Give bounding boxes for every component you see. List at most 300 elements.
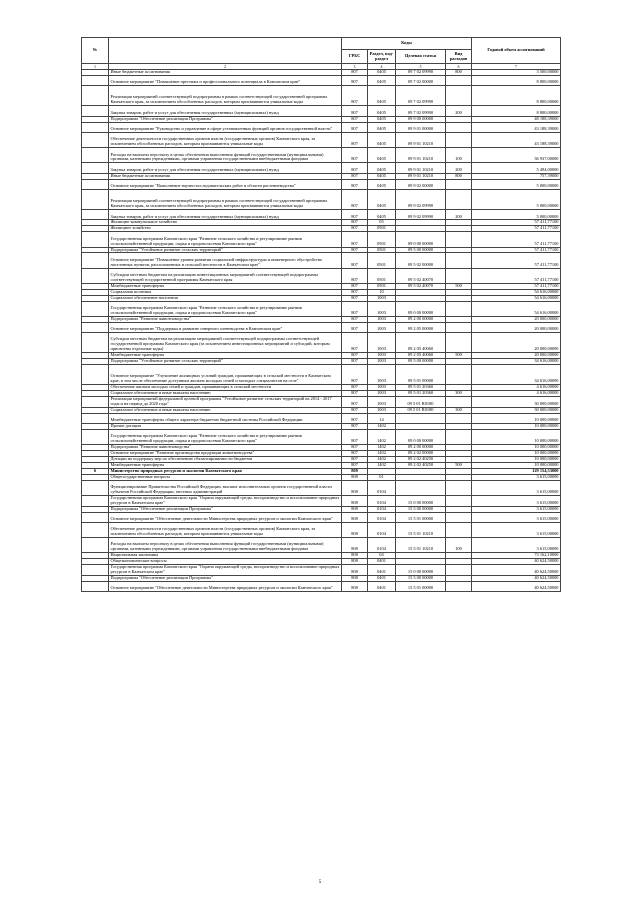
row-expense-type: 100 <box>446 148 472 163</box>
row-target-article: 09 9 01 10210 <box>396 133 446 148</box>
row-section: 01 <box>368 474 396 480</box>
row-name: Субсидии местным бюджетам на реализацию инвестиционных мероприятий соответствующей подпрограммы соответствующей государственной программы Камчатского края <box>109 268 342 283</box>
row-grbs: 807 <box>342 423 368 429</box>
row-name: Общегосударственные вопросы <box>109 474 342 480</box>
row-amount: 57 411,77100 <box>472 226 561 232</box>
table-row <box>82 364 561 384</box>
row-grbs: 807 <box>342 301 368 316</box>
row-grbs: 808 <box>342 565 368 576</box>
row-section: 0104 <box>368 495 396 506</box>
row-section: 0405 <box>368 70 396 76</box>
row-target-article: 09 2 02 40250 <box>396 456 446 462</box>
row-amount: 5 000,00000 <box>472 179 561 189</box>
row-grbs: 807 <box>342 407 368 413</box>
row-section: 0104 <box>368 522 396 537</box>
row-target-article: 09 2 02 00000 <box>396 450 446 456</box>
row-target-article: 09 9 01 10210 <box>396 173 446 179</box>
row-name: Общеэкономические вопросы <box>109 559 342 565</box>
row-grbs: 807 <box>342 429 368 444</box>
row-section: 0405 <box>368 86 396 106</box>
row-section: 0104 <box>368 538 396 553</box>
row-name: Государственная программа Камчатского края "Развитие сельского хозяйства и регулирование рынков сельскохозяйственной продукции, сырья и продовольствия Камчатского края" <box>109 429 342 444</box>
row-grbs: 807 <box>342 247 368 253</box>
table-row <box>82 122 561 132</box>
table-row <box>82 301 561 316</box>
row-number <box>82 232 109 247</box>
row-section: 1003 <box>368 384 396 390</box>
row-number <box>82 179 109 189</box>
row-target-article <box>396 480 446 495</box>
row-expense-type: 300 <box>446 407 472 413</box>
row-target-article: 09 9 01 10210 <box>396 163 446 173</box>
row-name: Государственная программа Камчатского края "Охрана окружающей среды, воспроизводство и использование природных ресурсов в Камчатском крае" <box>109 495 342 506</box>
row-grbs: 808 <box>342 480 368 495</box>
row-grbs: 808 <box>342 512 368 522</box>
table-row <box>82 581 561 591</box>
row-amount: 10 000,00000 <box>472 445 561 451</box>
row-name: Основное мероприятие "Улучшение жилищных условий граждан, проживающих в сельской местности в Камчатском крае, в том числе обеспечение доступным жильем молодых семей и молодых специалистов на селе" <box>109 364 342 384</box>
row-amount: 3 615,00000 <box>472 506 561 512</box>
row-amount: 57 411,77100 <box>472 220 561 226</box>
row-target-article: 09 5 01 00000 <box>396 364 446 384</box>
row-grbs: 807 <box>342 295 368 301</box>
row-target-article: 09 9 02 00000 <box>396 179 446 189</box>
row-name: Межбюджетные трансферты общего характера бюджетам бюджетной системы Российской Федерации <box>109 413 342 423</box>
row-number <box>82 190 109 210</box>
row-name: Государственная программа Камчатского края "Развитие сельского хозяйства и регулирование рынков сельскохозяйственной продукции, сырья и продовольствия Камчатского края" <box>109 232 342 247</box>
row-expense-type <box>446 322 472 332</box>
row-expense-type: 200 <box>446 210 472 220</box>
row-expense-type <box>446 495 472 506</box>
row-name: Социальное обеспечение и иные выплаты населению <box>109 390 342 396</box>
row-name: Реализация мероприятий соответствующей подпрограммы в рамках соответствующей государственной программы Камчатского края, за исключением обособленных расходов, которым присваиваются уникальные коды <box>109 86 342 106</box>
row-grbs: 807 <box>342 190 368 210</box>
row-expense-type <box>446 565 472 576</box>
row-name: Расходы на выплаты персоналу в целях обеспечения выполнения функций государственными (муниципальными) органами, казенными учреждениями, органами управления государственными внебюджетными фондами <box>109 148 342 163</box>
row-grbs: 807 <box>342 106 368 116</box>
row-number <box>82 396 109 407</box>
row-amount: 40 624,50000 <box>472 581 561 591</box>
row-number <box>82 512 109 522</box>
row-expense-type: 800 <box>446 173 472 179</box>
row-section: 0405 <box>368 133 396 148</box>
row-amount: 3 500,00000 <box>472 70 561 76</box>
row-section: 10 <box>368 289 396 295</box>
table-row <box>82 163 561 173</box>
row-name: Основное мероприятие "Повышение уровня развития социальной инфраструктуры и инженерного обустройства населенных пунктов, расположенных в сельской местности в Камчатском крае" <box>109 253 342 268</box>
row-amount: 34 616,00000 <box>472 364 561 384</box>
row-number <box>82 122 109 132</box>
row-target-article: 09 5 00 00000 <box>396 359 446 365</box>
row-expense-type <box>446 364 472 384</box>
row-grbs: 807 <box>342 226 368 232</box>
row-section: 0104 <box>368 512 396 522</box>
row-name: Межбюджетные трансферты <box>109 462 342 468</box>
row-grbs: 808 <box>342 522 368 537</box>
row-number <box>82 322 109 332</box>
row-amount: 20 000,00000 <box>472 322 561 332</box>
row-name: Основное мероприятие "Выполнение научно-исследовательских работ в области растениеводства" <box>109 179 342 189</box>
row-amount: 57 411,77100 <box>472 253 561 268</box>
table-row <box>82 179 561 189</box>
row-number <box>82 538 109 553</box>
row-section: 1003 <box>368 390 396 396</box>
row-amount: 30 000,00000 <box>472 396 561 407</box>
row-name: Социальное обеспечение и иные выплаты населению <box>109 407 342 413</box>
row-amount: 34 616,00000 <box>472 359 561 365</box>
row-name: Реализация мероприятий федеральной целевой программы "Устойчивое развитие сельских территорий на 2014 - 2017 годы и на период до 2020 года" <box>109 396 342 407</box>
row-name: Основное мероприятие "Развитие производства продукции животноводства" <box>109 450 342 456</box>
row-expense-type <box>446 232 472 247</box>
row-amount: 10 000,00000 <box>472 456 561 462</box>
row-number <box>82 495 109 506</box>
table-row <box>82 232 561 247</box>
row-amount: 5 494,00000 <box>472 163 561 173</box>
row-amount: 54 616,00000 <box>472 295 561 301</box>
row-expense-type <box>446 190 472 210</box>
row-amount: 57 411,77100 <box>472 232 561 247</box>
row-grbs: 807 <box>342 456 368 462</box>
table-body <box>82 70 561 592</box>
row-number <box>82 480 109 495</box>
row-section: 0104 <box>368 506 396 512</box>
row-expense-type <box>446 122 472 132</box>
row-amount: 3 615,00000 <box>472 480 561 495</box>
table-row <box>82 268 561 283</box>
row-name: Основное мероприятие "Обеспечение деятельности Министерства природных ресурсов и экологии Камчатского края" <box>109 581 342 591</box>
row-target-article <box>396 413 446 423</box>
row-amount: 10 000,00000 <box>472 462 561 468</box>
row-name: Закупка товаров, работ и услуг для обеспечения государственных (муниципальных) нужд <box>109 210 342 220</box>
row-grbs: 807 <box>342 396 368 407</box>
row-target-article: 15 5 00 00000 <box>396 575 446 581</box>
row-section: 0501 <box>368 247 396 253</box>
row-name: Обеспечение жильем молодых семей и граждан, проживающих в сельской местности <box>109 384 342 390</box>
row-amount: 3 615,00000 <box>472 512 561 522</box>
row-expense-type <box>446 413 472 423</box>
col-header-grbs: ГРБС <box>342 50 368 64</box>
col-header-expense-type: Вид расходов <box>446 50 472 64</box>
row-section: 0405 <box>368 122 396 132</box>
row-section: 0405 <box>368 173 396 179</box>
row-number: 6 <box>82 468 109 474</box>
row-target-article: 09 2 05 40060 <box>396 333 446 353</box>
row-expense-type <box>446 512 472 522</box>
row-grbs: 807 <box>342 413 368 423</box>
row-section: 1402 <box>368 462 396 468</box>
row-grbs: 808 <box>342 559 368 565</box>
row-grbs: 807 <box>342 179 368 189</box>
row-amount: 8 800,00000 <box>472 75 561 85</box>
col-index: 7 <box>472 64 561 70</box>
row-name: Социальное обеспечение населения <box>109 295 342 301</box>
table-row <box>82 253 561 268</box>
row-name: Дотации на поддержку мер по обеспечению сбалансированности бюджетов <box>109 456 342 462</box>
row-target-article: 09 2 00 00000 <box>396 316 446 322</box>
col-header-amount: Годовой объем ассигнований <box>472 38 561 64</box>
row-grbs: 807 <box>342 289 368 295</box>
row-grbs: 808 <box>342 538 368 553</box>
table-row <box>82 495 561 506</box>
row-amount: 54 616,00000 <box>472 301 561 316</box>
table-row <box>82 538 561 553</box>
row-target-article: 15 5 00 00000 <box>396 506 446 512</box>
row-target-article: 09 0 00 00000 <box>396 232 446 247</box>
row-target-article: 09 9 02 09990 <box>396 210 446 220</box>
table-row <box>82 322 561 332</box>
row-target-article: 09 0 00 00000 <box>396 301 446 316</box>
table-row <box>82 565 561 576</box>
row-grbs: 807 <box>342 232 368 247</box>
page-number: 5 <box>318 880 322 885</box>
row-section: 1402 <box>368 423 396 429</box>
row-section: 1003 <box>368 359 396 365</box>
row-section: 0405 <box>368 190 396 210</box>
row-target-article: 15 5 01 00000 <box>396 581 446 591</box>
table-row <box>82 148 561 163</box>
row-number <box>82 413 109 423</box>
row-name: Обеспечение деятельности государственных органов власти (государственных органов) Камчатского края, за исключением обособленных расходов, которым присваиваются уникальные коды <box>109 522 342 537</box>
table-row <box>82 512 561 522</box>
row-section: 0405 <box>368 148 396 163</box>
row-section: 0401 <box>368 581 396 591</box>
row-number <box>82 565 109 576</box>
row-amount: 5 000,00000 <box>472 190 561 210</box>
row-target-article: 09 5 02 40070 <box>396 283 446 289</box>
row-amount: 30 000,00000 <box>472 407 561 413</box>
row-name: Подпрограмма "Устойчивое развитие сельских территорий" <box>109 247 342 253</box>
row-name: Подпрограмма "Обеспечение реализации Программы" <box>109 506 342 512</box>
row-expense-type: 500 <box>446 353 472 359</box>
row-expense-type <box>446 333 472 353</box>
row-number <box>82 268 109 283</box>
row-section: 14 <box>368 413 396 423</box>
row-name: Расходы на выплаты персоналу в целях обеспечения выполнения функций государственными (муниципальными) органами, казенными учреждениями, органами управления государственными внебюджетными фондами <box>109 538 342 553</box>
row-grbs: 807 <box>342 70 368 76</box>
row-grbs: 807 <box>342 220 368 226</box>
col-index: 1 <box>82 64 109 70</box>
row-section: 1003 <box>368 396 396 407</box>
row-grbs: 807 <box>342 462 368 468</box>
row-amount: 57 411,77100 <box>472 268 561 283</box>
row-section: 1003 <box>368 407 396 413</box>
row-amount: 10 000,00000 <box>472 429 561 444</box>
row-name: Основное мероприятие "Руководство и управление в сфере установленных функций органов государственной власти" <box>109 122 342 132</box>
row-target-article: 09 5 00 00000 <box>396 247 446 253</box>
row-target-article: 09 2 05 40060 <box>396 353 446 359</box>
row-expense-type: 500 <box>446 462 472 468</box>
row-amount: 3 615,00000 <box>472 495 561 506</box>
row-amount: 8 800,00000 <box>472 106 561 116</box>
row-amount: 40 624,50000 <box>472 575 561 581</box>
row-section: 05 <box>368 220 396 226</box>
row-expense-type <box>446 179 472 189</box>
table-row <box>82 480 561 495</box>
row-target-article: 15 0 00 00000 <box>396 565 446 576</box>
row-grbs: 807 <box>342 450 368 456</box>
row-section: 0401 <box>368 565 396 576</box>
row-amount: 43 188,39000 <box>472 133 561 148</box>
row-number <box>82 106 109 116</box>
row-target-article: 09 9 00 00000 <box>396 116 446 122</box>
budget-table <box>81 37 561 592</box>
row-section: 1003 <box>368 295 396 301</box>
row-amount: 10 000,00000 <box>472 423 561 429</box>
row-section: 1402 <box>368 450 396 456</box>
row-number <box>82 148 109 163</box>
row-section: 0501 <box>368 283 396 289</box>
row-name: Субсидии местным бюджетам на реализацию мероприятий соответствующей подпрограммы соответствующей государственной программы Камчатского края (за исключением инвестиционных мероприятий и субсидий, которым присвоены отдельные коды) <box>109 333 342 353</box>
row-amount: 5 000,00000 <box>472 210 561 220</box>
row-grbs: 807 <box>342 353 368 359</box>
row-grbs: 807 <box>342 390 368 396</box>
row-section: 1003 <box>368 364 396 384</box>
row-amount: 4 616,00000 <box>472 390 561 396</box>
row-target-article: 09 7 02 09990 <box>396 106 446 116</box>
row-expense-type <box>446 75 472 85</box>
row-number <box>82 75 109 85</box>
row-target-article: 09 5 01 20360 <box>396 390 446 396</box>
row-grbs: 807 <box>342 333 368 353</box>
row-name: Социальная политика <box>109 289 342 295</box>
row-target-article: 09 9 01 00000 <box>396 122 446 132</box>
row-amount: 48 188,39000 <box>472 116 561 122</box>
row-expense-type <box>446 396 472 407</box>
row-expense-type <box>446 480 472 495</box>
row-number <box>82 581 109 591</box>
table-row <box>82 429 561 444</box>
row-name: Прочие дотации <box>109 423 342 429</box>
row-amount: 20 000,00000 <box>472 353 561 359</box>
row-grbs: 807 <box>342 122 368 132</box>
row-grbs: 808 <box>342 575 368 581</box>
row-name: Основное мероприятие "Повышение престижа и профессионального потенциала в Камчатском крае" <box>109 75 342 85</box>
row-section: 1003 <box>368 353 396 359</box>
row-name: Иные бюджетные ассигнования <box>109 70 342 76</box>
row-name: Государственная программа Камчатского края "Охрана окружающей среды, воспроизводство и использование природных ресурсов в Камчатском крае" <box>109 565 342 576</box>
row-amount: 129 154,53000 <box>472 468 561 474</box>
row-name: Закупка товаров, работ и услуг для обеспечения государственных (муниципальных) нужд <box>109 163 342 173</box>
row-grbs: 808 <box>342 506 368 512</box>
col-index: 5 <box>396 64 446 70</box>
row-expense-type <box>446 268 472 283</box>
row-name: Подпрограмма "Развитие животноводства" <box>109 316 342 322</box>
row-target-article: 15 5 01 00000 <box>396 512 446 522</box>
row-target-article: 09 5 01 R0180 <box>396 407 446 413</box>
row-grbs: 808 <box>342 468 368 474</box>
col-header-number: № <box>82 38 109 64</box>
col-header-section: Раздел, под-раздел <box>368 50 396 64</box>
row-number <box>82 163 109 173</box>
row-amount: 43 188,39000 <box>472 122 561 132</box>
row-amount: 20 000,00000 <box>472 316 561 322</box>
row-amount: 36 937,00000 <box>472 148 561 163</box>
row-section: 0401 <box>368 575 396 581</box>
row-section: 0501 <box>368 268 396 283</box>
row-name: Основное мероприятие "Поддержка и развитие северного оленеводства в Камчатском крае" <box>109 322 342 332</box>
row-expense-type <box>446 429 472 444</box>
row-number <box>82 522 109 537</box>
row-name: Реализация мероприятий соответствующей подпрограммы в рамках соответствующей государственной программы Камчатского края, за исключением обособленных расходов, которым присваиваются уникальные коды <box>109 190 342 210</box>
row-amount: 20 000,00000 <box>472 333 561 353</box>
row-section: 1402 <box>368 429 396 444</box>
row-amount: 3 615,00000 <box>472 522 561 537</box>
row-name: Национальная экономика <box>109 553 342 559</box>
row-name: Закупка товаров, работ и услуг для обеспечения государственных (муниципальных) нужд <box>109 106 342 116</box>
row-expense-type <box>446 301 472 316</box>
row-section: 0405 <box>368 75 396 85</box>
row-expense-type <box>446 253 472 268</box>
row-section: 0405 <box>368 179 396 189</box>
row-target-article: 09 9 02 09990 <box>396 190 446 210</box>
row-grbs: 807 <box>342 359 368 365</box>
table-row <box>82 106 561 116</box>
col-header-codes: Коды <box>342 38 472 50</box>
table-row <box>82 413 561 423</box>
row-expense-type: 200 <box>446 163 472 173</box>
row-target-article: 15 0 00 00000 <box>396 495 446 506</box>
row-grbs: 807 <box>342 316 368 322</box>
row-grbs: 807 <box>342 116 368 122</box>
row-number <box>82 429 109 444</box>
row-grbs: 807 <box>342 133 368 148</box>
row-target-article: 09 5 01 R0180 <box>396 396 446 407</box>
row-name: Жилищно-коммунальное хозяйство <box>109 220 342 226</box>
row-grbs: 807 <box>342 210 368 220</box>
row-expense-type <box>446 522 472 537</box>
row-expense-type: 500 <box>446 283 472 289</box>
row-section: 0405 <box>368 106 396 116</box>
row-amount: 57 411,77100 <box>472 247 561 253</box>
row-name: Функционирование Правительства Российской Федерации, высших исполнительных органов государственной власти субъектов Российской Федерации, местных администраций <box>109 480 342 495</box>
row-number <box>82 253 109 268</box>
row-name: Основное мероприятие "Обеспечение деятельности Министерства природных ресурсов и экологии Камчатского края" <box>109 512 342 522</box>
row-grbs: 807 <box>342 86 368 106</box>
row-target-article: 09 5 01 20360 <box>396 384 446 390</box>
row-section: 1003 <box>368 301 396 316</box>
row-section: 0501 <box>368 253 396 268</box>
row-grbs: 807 <box>342 283 368 289</box>
table-row <box>82 522 561 537</box>
row-name: Межбюджетные трансферты <box>109 283 342 289</box>
row-amount: 40 624,50000 <box>472 565 561 576</box>
row-name: Подпрограмма "Обеспечение реализации Программы" <box>109 575 342 581</box>
row-name: Государственная программа Камчатского края "Развитие сельского хозяйства и регулирование рынков сельскохозяйственной продукции, сырья и продовольствия Камчатского края" <box>109 301 342 316</box>
table-row <box>82 190 561 210</box>
row-grbs: 807 <box>342 322 368 332</box>
row-amount: 73 162,10000 <box>472 553 561 559</box>
row-section: 0401 <box>368 559 396 565</box>
row-section: 1402 <box>368 445 396 451</box>
row-name: Межбюджетные трансферты <box>109 353 342 359</box>
row-name: Жилищное хозяйство <box>109 226 342 232</box>
row-section: 1003 <box>368 316 396 322</box>
row-target-article: 09 2 00 00000 <box>396 445 446 451</box>
row-target-article: 09 5 02 00000 <box>396 253 446 268</box>
row-grbs: 808 <box>342 495 368 506</box>
row-name: Министерство природных ресурсов и экологии Камчатского края <box>109 468 342 474</box>
row-section: 04 <box>368 553 396 559</box>
col-index: 3 <box>342 64 368 70</box>
row-target-article: 09 7 02 00000 <box>396 75 446 85</box>
row-number <box>82 133 109 148</box>
row-amount: 8 800,00000 <box>472 86 561 106</box>
row-amount: 10 000,00000 <box>472 450 561 456</box>
row-amount: 757,39000 <box>472 173 561 179</box>
col-index: 4 <box>368 64 396 70</box>
row-expense-type: 200 <box>446 106 472 116</box>
row-grbs: 807 <box>342 75 368 85</box>
